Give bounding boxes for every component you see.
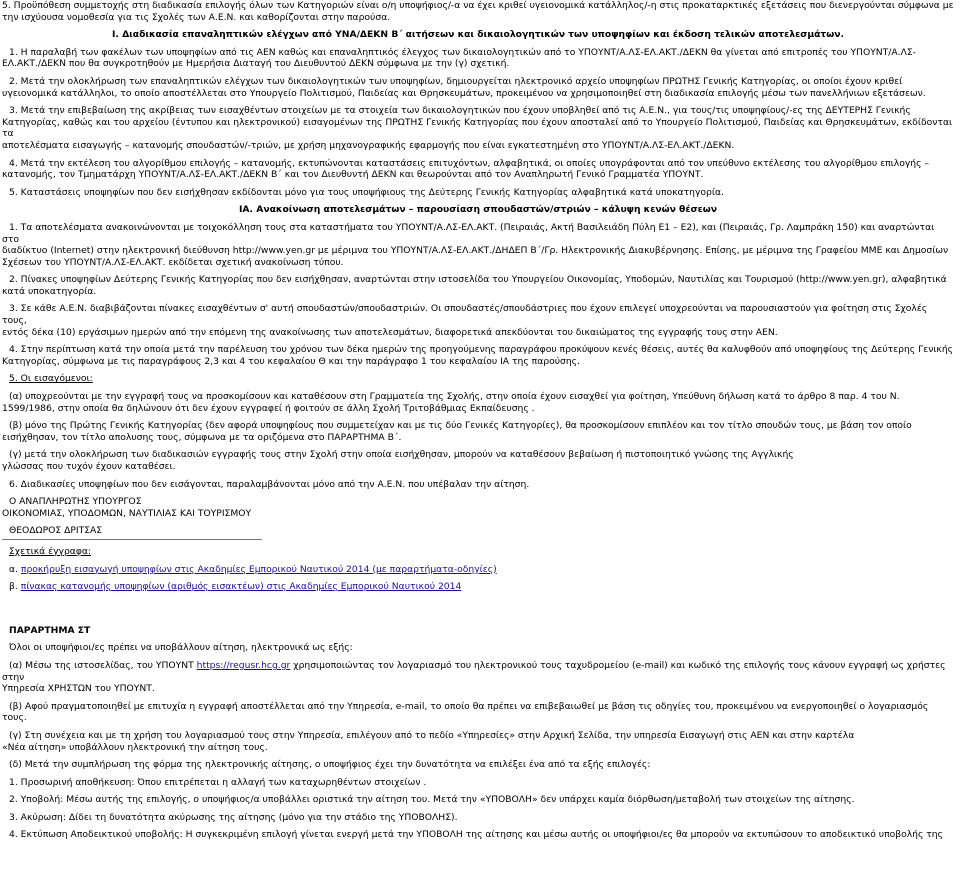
section-i-heading: Ι. Διαδικασία επαναληπτικών ελέγχων από ΥΝΑ/ΔΕΚΝ Β΄ αιτήσεων και δικαιολογητικών των υποψηφίων και έκδοση τελικών αποτελεσμάτων.: [111, 29, 845, 41]
section-i-p4-line2: κατανομής, τον Τμηματάρχη ΥΠΟΥΝΤ/Α.ΛΣ-ΕΛ.ΑΚΤ./ΔΕΚΝ Β΄ και τον Διευθυντή ΔΕΚΝ και θεωρούνται από τον Αναπληρωτή Γενικό Γραμματέα ΥΠΟΥΝΤ.: [2, 169, 704, 181]
annex-title: ΠΑΡΑΡΤΗΜΑ ΣΤ: [9, 624, 91, 636]
section-ia-p5-label: 5. Οι εισαγόμενοι:: [9, 373, 93, 385]
related-doc-b-prefix: β.: [9, 581, 18, 593]
section-i-p5: 5. Καταστάσεις υποψηφίων που δεν εισήχθησαν εκδίδονται μόνο για τους υποψήφιους της Δεύτερης Γενικής Κατηγορίας αλφαβητικά κατά υποκατηγορία.: [9, 186, 724, 198]
annex-option-4: 4. Εκτύπωση Αποδεικτικού υποβολής: Η συγκεκριμένη επιλογή γίνεται ενεργή μετά την ΥΠΟΒΟΛΗ της αίτησης και μέσω αυτής οι υποψήφιοι/ες θα μπορούν να εκτυπώσουν το αποδεικτικό υποβολής της: [9, 829, 944, 841]
signature-name: ΘΕΟΔΩΡΟΣ ΔΡΙΤΣΑΣ: [9, 525, 103, 537]
annex-pg-line1: (γ) Στη συνέχεια και με τη χρήση του λογαριασμού τους στην Υπηρεσία, επιλέγουν από το πεδίο «Υπηρεσίες» στην Αρχική Σελίδα, την υπηρεσία Εισαγωγή στις ΑΕΝ και στην καρτέλα: [9, 729, 855, 741]
signature-ministry: ΟΙΚΟΝΟΜΙΑΣ, ΥΠΟΔΟΜΩΝ, ΝΑΥΤΙΛΙΑΣ ΚΑΙ ΤΟΥΡΙΣΜΟΥ: [2, 507, 252, 519]
section-i-p3-line3: αποτελέσματα εισαγωγής – κατανομής σπουδαστών/-τριών, με χρήση μηχανογραφικής εφαρμογής που είναι εγκατεστημένη στο ΥΠΟΥΝΤ/Α.ΛΣ-ΕΛ.ΑΚΤ./ΔΕΚΝ.: [2, 139, 735, 151]
related-doc-b: [2, 581, 954, 593]
related-docs-label: Σχετικά έγγραφα:: [9, 545, 92, 557]
section-ia-p2-line1: 2. Πίνακες υποψηφίων Δεύτερης Γενικής Κατηγορίας που δεν εισήχθησαν, αναρτώνται στην ιστοσελίδα του Υπουργείου Οικονομίας, Υποδομών, Ναυτιλίας και Τουρισμού (http://www.yen.gr), αλφαβητικά: [9, 274, 947, 286]
section-ia-p3-line1: 3. Σε κάθε Α.Ε.Ν. διαβιβάζονται πίνακες εισαχθέντων σ' αυτή σπουδαστών/σπουδαστριών. Οι σπουδαστές/σπουδάστριες που έχουν επιλεγεί υποχρεούνται να παρουσιαστούν για φοίτηση στις Σχολές τους,: [2, 303, 928, 327]
section-ia-p4-line1: 4. Στην περίπτωση κατά την οποία μετά την παρέλευση του χρόνου των δέκα ημερών της προηγούμενης παραγράφου προκύψουν κενές θέσεις, αυτές θα καλυφθούν από υποψηφίους της Δεύτερης Γενικής: [9, 344, 954, 356]
related-doc-a-link[interactable]: προκήρυξη εισαγωγή υποψηφίων στις Ακαδημίες Εμπορικού Ναυτικού 2014 (με παραρτήματα-οδηγίες): [20, 563, 497, 575]
section-ia-pa-line2: 1599/1986, στην οποία θα δηλώνουν ότι δεν έχουν εγγραφεί ή φοιτούν σε άλλη Σχολή Τριτοβάθμιας Εκπαίδευσης .: [2, 402, 535, 414]
annex-pa-line1: [2, 660, 954, 683]
section-ia-pg-line2: γλώσσας που τυχόν έχουν καταθέσει.: [2, 461, 176, 472]
section-ia-p6: 6. Διαδικασίες υποψηφίων που δεν εισάγονται, παραλαμβάνονται μόνο από την Α.Ε.Ν. που υπέβαλαν την αίτηση.: [9, 478, 530, 490]
annex-pb-line1: (β) Αφού πραγματοποιηθεί με επιτυχία η εγγραφή αποστέλλεται από την Υπηρεσία, e-mail, το οποίο θα πρέπει να επιβεβαιωθεί με βάση τις οδηγίες του, προκειμένου να ενεργοποιηθεί ο λογαριασμός: [9, 700, 929, 712]
annex-pg-line2: «Νέα αίτηση» υποβάλλουν ηλεκτρονική την αίτηση τους.: [2, 741, 268, 753]
paragraph-5-line1: 5. Προϋπόθεση συμμετοχής στη διαδικασία επιλογής όλων των Κατηγοριών είναι ο/η υποψήφιος/-α να έχει κριθεί υγειονομικά κατάλληλος/-η στις προκαταρκτικές εξετάσεις που διενεργούνται σύμφωνα με: [2, 0, 954, 11]
section-ia-heading: ΙΑ. Ανακοίνωση αποτελεσμάτων – παρουσίαση σπουδαστών/στριών – κάλυψη κενών θέσεων: [239, 204, 717, 216]
related-doc-b-link[interactable]: πίνακας κατανομής υποψηφίων (αριθμός εισακτέων) στις Ακαδημίες Εμπορικού Ναυτικού 2014: [20, 581, 462, 593]
section-ia-pb-line2: εισήχθησαν, τον τίτλο απολυσης τους, σύμφωνα με τα οριζόμενα στο ΠΑΡΑΡΤΗΜΑ Β΄.: [2, 431, 402, 443]
section-ia-p3-line2: εντός δέκα (10) εργάσιμων ημερών από την επόμενη της ανακοίνωσης των αποτελεσμάτων, διαφορετικά απεκδύονται του δικαιώματος της εγγραφής τους στην ΑΕΝ.: [2, 326, 778, 338]
annex-pb-line2: τους.: [2, 712, 27, 724]
annex-regusr-link[interactable]: https://regusr.hcg.gr: [196, 659, 291, 671]
section-i-p3-line2: Κατηγορίας, καθώς και του αρχείου (έντυπου και ηλεκτρονικού) εισαγομένων της ΠΡΩΤΗΣ Γενικής Κατηγορίας που έχουν αποσταλεί από το Υπουργείο Πολιτισμού, Παιδείας και Θρησκευμάτων, εκδίδονται τα: [2, 116, 953, 140]
section-i-p1-line2: ΕΛ.ΑΚΤ./ΔΕΚΝ που θα συγκροτηθούν με Ημερήσια Διαταγή του Διευθυντού ΔΕΚΝ σύμφωνα με την (γ) σχετική.: [2, 58, 510, 70]
annex-pd: (δ) Μετά την συμπλήρωση της φόρμα της ηλεκτρονικής αίτησης, ο υποψήφιος έχει την δυνατότητα να επιλέξει ένα από τα εξής επιλογές:: [9, 759, 651, 771]
section-ia-p1-line2: διαδίκτυο (Internet) στην ηλεκτρονική διεύθυνση http://www.yen.gr με μέριμνα του ΥΠΟΥΝΤ/Α.ΛΣ-ΕΛ.ΑΚΤ./ΔΗΔΕΠ Β΄/Γρ. Ηλεκτρονικής Διακυβέρνησης. Επίσης, με μέριμνα της Γραφείου ΜΜΕ και Δημοσίων: [2, 245, 949, 257]
section-ia-pg-line1: (γ) μετά την ολοκλήρωση των διαδικασιών εγγραφής τους στην Σχολή στην οποία εισήχθησαν, μπορούν να καταθέσουν βεβαίωση ή πιστοποιητικό γνώσης της Αγγλικής: [9, 449, 794, 461]
section-i-p1-line1: 1. Η παραλαβή των φακέλων των υποψηφίων από τις ΑΕΝ καθώς και επαναληπτικός έλεγχος των δικαιολογητικών από το ΥΠΟΥΝΤ/Α.ΛΣ-ΕΛ.ΑΚΤ./ΔΕΚΝ θα γίνεται από επιτροπές του ΥΠΟΥΝΤ/Α.ΛΣ-: [9, 46, 917, 58]
section-i-p2-line2: υγειονομικά κατάλληλοι, το οποίο αποστέλλεται στο Υπουργείο Πολιτισμού, Παιδείας και Θρησκευμάτων, προκειμένου να χρησιμοποιηθεί στη διαδικασία επιλογής μέσω των πανελλήνιων εξετάσεων.: [2, 87, 926, 99]
section-i-p2-line1: 2. Μετά την ολοκλήρωση των επαναληπτικών ελέγχων των δικαιολογητικών των υποψηφίων, δημιουργείται ηλεκτρονικό αρχείο υποψηφίων ΠΡΩΤΗΣ Γενικής Κατηγορίας, οι οποίοι έχουν κριθεί: [9, 75, 903, 87]
paragraph-5-line2: την ισχύουσα νομοθεσία για τις Σχολές των Α.Ε.Ν. και καθορίζονται στην παρούσα.: [2, 11, 391, 23]
section-i-p4-line1: 4. Μετά την εκτέλεση του αλγορίθμου επιλογής – κατανομής, εκτυπώνονται καταστάσεις επιτυχόντων, αλφαβητικά, οι οποίες υπογράφονται από τον υπεύθυνο εκτέλεσης του αλγορίθμου επιλογής –: [9, 157, 929, 169]
related-doc-a: [2, 564, 954, 576]
section-ia-p2-line2: κατά υποκατηγορία.: [2, 285, 97, 297]
annex-option-1: 1. Προσωρινή αποθήκευση: Όπου επιτρέπεται η αλλαγή των καταχωρηθέντων στοιχείων .: [9, 776, 427, 788]
section-ia-pa-line1: (α) υποχρεούνται με την εγγραφή τους να προσκομίσουν και καταθέσουν στη Γραμματεία της Σχολής, στην οποία έχουν εισαχθεί για φοίτηση, Υπεύθυνη δήλωση κατά το άρθρο 8 παρ. 4 του Ν.: [9, 391, 900, 403]
section-i-p3-line1: 3. Μετά την επιβεβαίωση της ακρίβειας των εισαχθέντων στοιχείων με τα στοιχεία των δικαιολογητικών που έχουν υποβληθεί από τις Α.Ε.Ν., για τους/τις υποψηφίους/-ες της ΔΕΥΤΕΡΗΣ Γενικής: [9, 105, 911, 117]
annex-intro: Όλοι οι υποψήφιοι/ες πρέπει να υποβάλλουν αίτηση, ηλεκτρονικά ως εξής:: [9, 642, 353, 654]
related-doc-a-prefix: α.: [9, 563, 18, 575]
section-ia-p1-line3: Σχέσεων του ΥΠΟΥΝΤ/Α.ΛΣ-ΕΛ.ΑΚΤ. εκδίδεται σχετική ανακοίνωση τύπου.: [2, 256, 344, 268]
annex-option-2: 2. Υποβολή: Μέσω αυτής της επιλογής, ο υποψήφιος/α υποβάλλει οριστικά την αίτηση του. Μετά την «ΥΠΟΒΟΛΗ» δεν υπάρχει καμία διόρθωση/μεταβολή των στοιχείων της αίτησης.: [9, 794, 855, 806]
annex-pa-line2: Υπηρεσία ΧΡΗΣΤΩΝ του ΥΠΟΥΝΤ.: [2, 683, 155, 695]
signature-title: Ο ΑΝΑΠΛΗΡΩΤΗΣ ΥΠΟΥΡΓΟΣ: [9, 496, 142, 508]
annex-pa-prefix: (α) Μέσω της ιστοσελίδας, του ΥΠΟΥΝΤ: [9, 659, 197, 671]
section-ia-p4-line2: Κατηγορίας, σύμφωνα με τις παραγράφους 2,3 και 4 του κεφαλαίου Θ και την παράγραφο 1 του κεφαλαίου ΙΑ της παρούσης.: [2, 355, 580, 367]
section-ia-pb-line1: (β) μόνο της Πρώτης Γενικής Κατηγορίας (δεν αφορά υποψηφίους που συμμετείχαν και με τις δύο Γενικές Κατηγορίες), θα προσκομίσουν επιπλέον και τον τίτλο σπουδών τους, με βάση τον οποίο: [9, 420, 912, 432]
section-ia-p1-line1: 1. Τα αποτελέσματα ανακοινώνονται με τοιχοκόλληση τους στα καταστήματα του ΥΠΟΥΝΤ/Α.ΛΣ-ΕΛ.ΑΚΤ. (Πειραιάς, Ακτή Βασιλειάδη Πύλη Ε1 – Ε2), και (Πειραιάς, Γρ. Λαμπράκη 150) και αναρτώνται στο: [2, 221, 935, 245]
annex-option-3: 3. Ακύρωση: Δίδει τη δυνατότητα ακύρωσης της αίτησης (μόνο για την στάδιο της ΥΠΟΒΟΛΗΣ).: [9, 811, 458, 823]
annex-pa-rest: χρησιμοποιώντας τον λογαριασμό του ηλεκτρονικού τους ταχυδρομείου (e-mail) και κωδικό της επιλογής τους κάνουν εγγραφή ως χρήστες στην: [2, 659, 946, 683]
